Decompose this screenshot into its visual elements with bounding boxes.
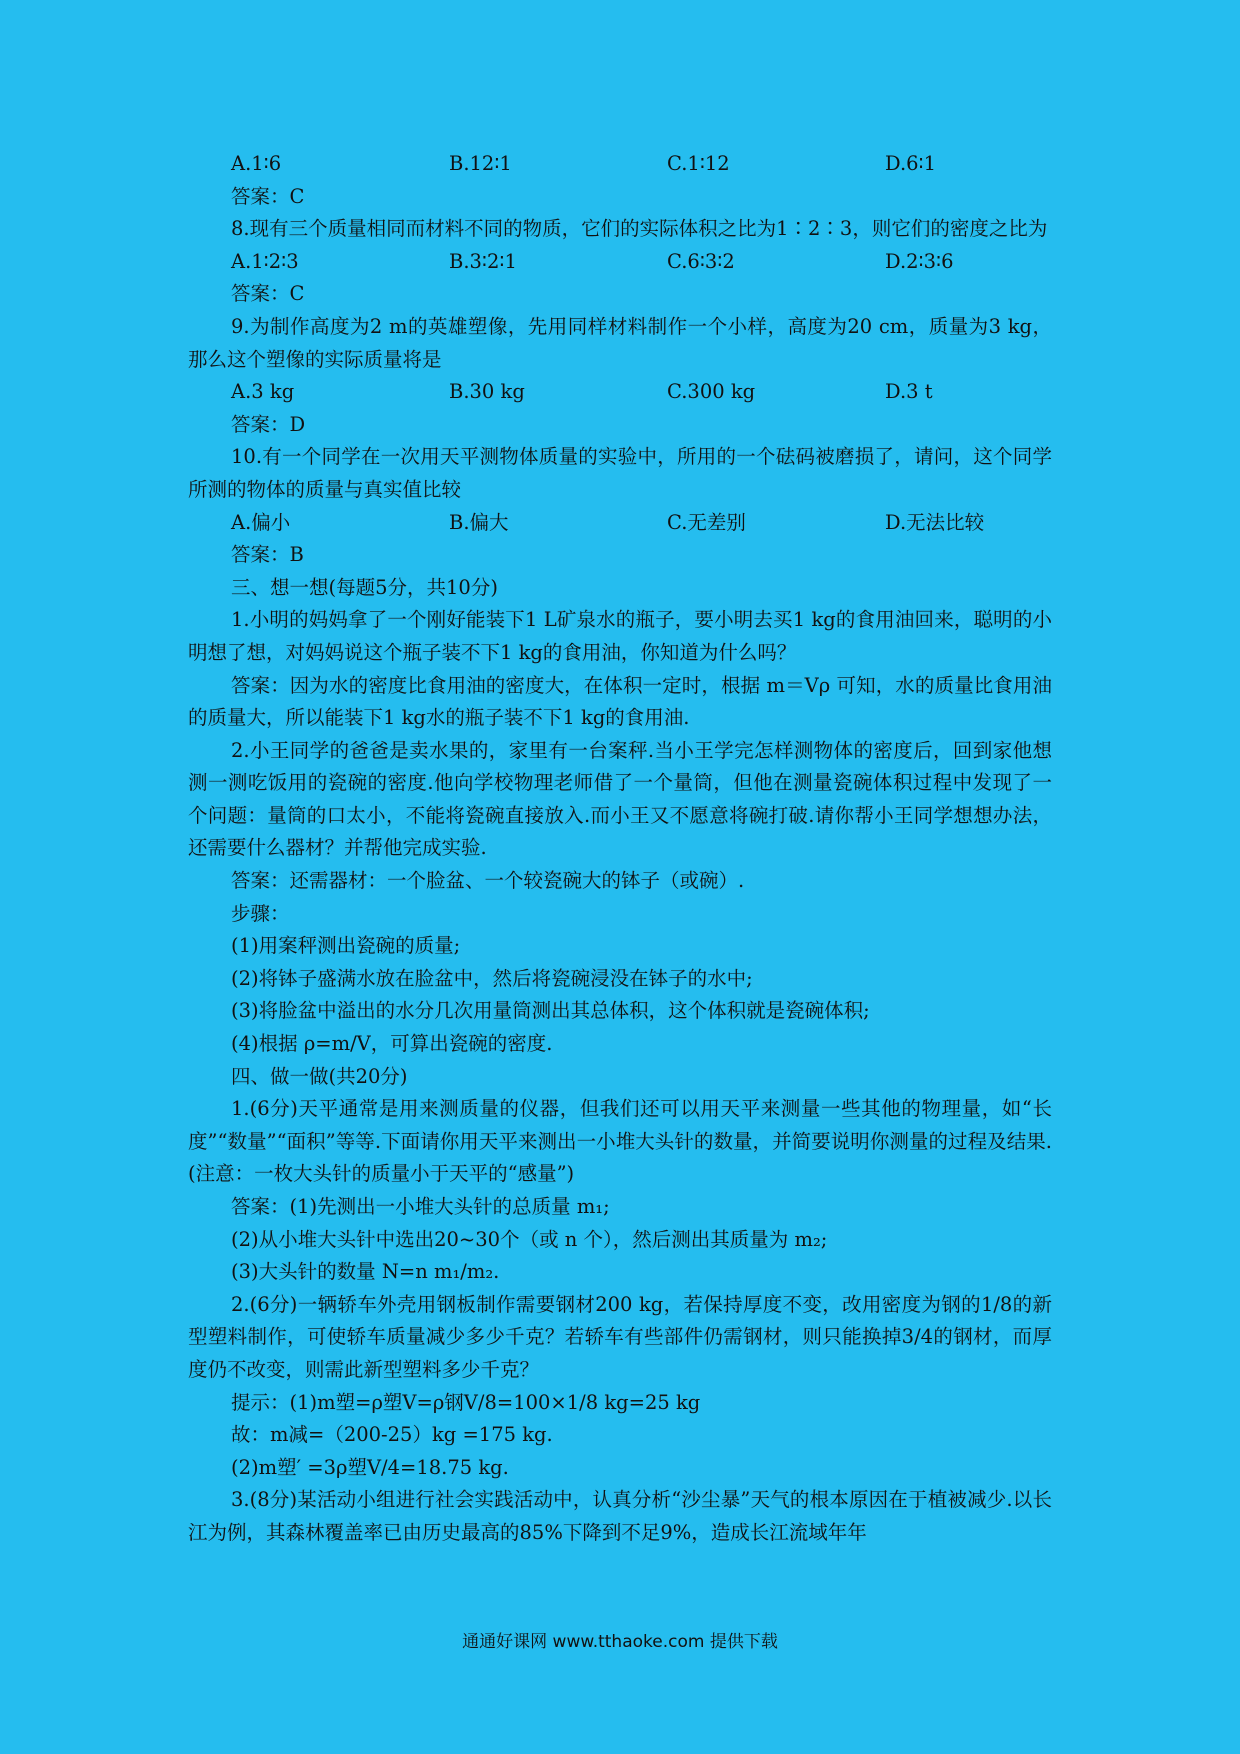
q10-option-d: D.无法比较 [885,510,985,534]
section3-step-2: (2)将钵子盛满水放在脸盆中，然后将瓷碗浸没在钵子的水中; [231,966,753,990]
q8-option-c: C.6∶3∶2 [667,249,735,273]
section4-a1-line2: (2)从小堆大头针中选出20~30个（或 n 个），然后测出其质量为 m₂; [231,1227,828,1251]
q9-option-a: A.3 kg [231,380,295,404]
section4-a2-line2: 故：m减=（200-25）kg =175 kg. [231,1423,553,1447]
q9-answer: 答案：D [231,412,306,436]
section4-q3: 3.(8分)某活动小组进行社会实践活动中，认真分析“沙尘暴”天气的根本原因在于植被减少.以长江为例，其森林覆盖率已由历史最高的85%下降到不足9%，造成长江流域年年 [188,1488,1052,1544]
section3-step-1: (1)用案秤测出瓷碗的质量; [231,934,461,958]
section4-a1-line1: 答案：(1)先测出一小堆大头针的总质量 m₁; [231,1195,610,1218]
q8-option-d: D.2∶3∶6 [885,249,954,273]
q9-option-c: C.300 kg [667,380,756,404]
q9-option-d: D.3 t [885,380,933,404]
q8-answer: 答案：C [231,282,305,306]
q7-option-b: B.12∶1 [449,152,512,175]
q10-option-c: C.无差别 [667,510,746,534]
q9-option-b: B.30 kg [449,380,525,404]
page-content [188,148,1052,1550]
q8-stem: 8.现有三个质量相同而材料不同的物质，它们的实际体积之比为1∶2∶3，则它们的密度之比为 [231,217,1048,241]
q8-option-a: A.1∶2∶3 [231,249,299,273]
section4-a2-line1: 提示：(1)m塑=ρ塑V=ρ钢V/8=100×1/8 kg=25 kg [231,1390,701,1414]
q7-option-d: D.6∶1 [885,152,937,175]
q9-stem: 9.为制作高度为2 m的英雄塑像，先用同样材料制作一个小样，高度为20 cm，质量为3 kg，那么这个塑像的实际质量将是 [188,314,1052,371]
section4-title: 四、做一做(共20分) [231,1064,408,1088]
q7-options [188,148,1052,181]
section3-a2: 答案：还需器材：一个脸盆、一个较瓷碗大的钵子（或碗）. [231,869,745,893]
q10-option-b: B.偏大 [449,510,509,534]
section3-title: 三、想一想(每题5分，共10分) [231,575,498,599]
q7-answer: 答案：C [231,184,305,208]
section3-step-4: (4)根据 ρ=m/V，可算出瓷碗的密度. [231,1032,553,1056]
section4-a2-line3: (2)m塑′ =3ρ塑V/4=18.75 kg. [231,1455,509,1479]
page-footer: 通通好课网 www.tthaoke.com 提供下载 [462,1632,778,1652]
q10-option-a: A.偏小 [231,510,291,534]
section4-q2: 2.(6分)一辆轿车外壳用钢板制作需要钢材200 kg，若保持厚度不变，改用密度为钢的1/8的新型塑料制作，可使轿车质量减少多少千克？若轿车有些部件仍需钢材，则只能换掉3/4的钢材，而厚度仍不改变，则需此新型塑料多少千克？ [188,1292,1052,1381]
section3-q2: 2.小王同学的爸爸是卖水果的，家里有一台案秤.当小王学完怎样测物体的密度后，回到家他想测一测吃饭用的瓷碗的密度.他向学校物理老师借了一个量筒，但他在测量瓷碗体积过程中发现了一个问题：量筒的口太小，不能将瓷碗直接放入.而小王又不愿意将碗打破.请你帮小王同学想想办法，还需要什么器材？并帮他完成实验. [188,738,1052,860]
section4-a1-line3: (3)大头针的数量 N=n m₁/m₂. [231,1260,500,1284]
q10-answer: 答案：B [231,543,304,567]
q10-options [188,507,1052,540]
q9-options [188,376,1052,409]
q8-option-b: B.3∶2∶1 [449,249,517,273]
section3-q1: 1.小明的妈妈拿了一个刚好能装下1 L矿泉水的瓶子，要小明去买1 kg的食用油回来，聪明的小明想了想，对妈妈说这个瓶子装不下1 kg的食用油，你知道为什么吗？ [188,608,1052,664]
q8-options [188,246,1052,279]
q7-option-c: C.1∶12 [667,152,730,175]
section3-step-3: (3)将脸盆中溢出的水分几次用量筒测出其总体积，这个体积就是瓷碗体积; [231,999,870,1023]
section4-q1: 1.(6分)天平通常是用来测质量的仪器，但我们还可以用天平来测量一些其他的物理量，如“长度”“数量”“面积”等等.下面请你用天平来测出一小堆大头针的数量，并简要说明你测量的过程及结果.(注意：一枚大头针的质量小于天平的“感量”) [188,1097,1052,1186]
section3-a1: 答案：因为水的密度比食用油的密度大，在体积一定时，根据 m＝Vρ 可知，水的质量比食用油的质量大，所以能装下1 kg水的瓶子装不下1 kg的食用油. [188,673,1052,730]
section3-steps-title: 步骤： [231,901,290,925]
q7-option-a: A.1∶6 [231,152,282,175]
q10-stem: 10.有一个同学在一次用天平测物体质量的实验中，所用的一个砝码被磨损了，请问，这个同学所测的物体的质量与真实值比较 [188,445,1052,501]
